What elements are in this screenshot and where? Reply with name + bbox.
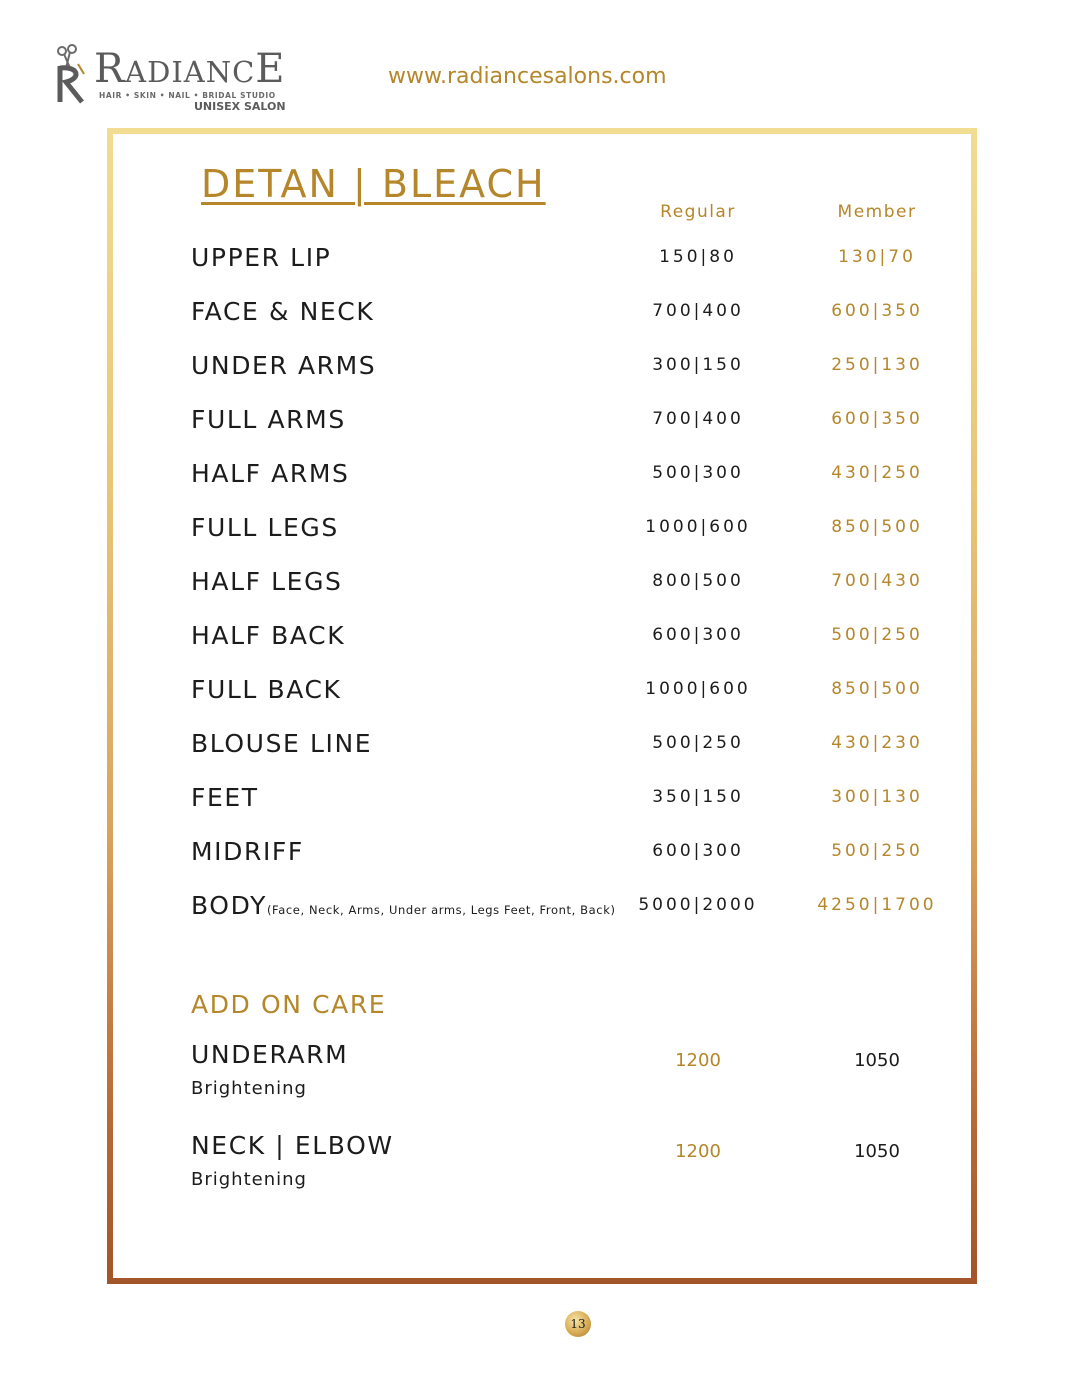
price-regular: 5000|2000	[638, 895, 758, 915]
price-list	[113, 134, 971, 1278]
price-regular: 700|400	[652, 301, 744, 321]
service-row	[113, 729, 971, 769]
price-regular: 300|150	[652, 355, 744, 375]
price-regular: 150|80	[659, 247, 737, 267]
addon-row	[113, 1040, 971, 1110]
scissors-logo-icon	[52, 42, 96, 106]
price-member: 430|230	[831, 733, 923, 753]
price-regular: 500|300	[652, 463, 744, 483]
price-member: 600|350	[831, 301, 923, 321]
price-regular: 600|300	[652, 841, 744, 861]
brand-logo	[52, 42, 302, 117]
service-name: HALF ARMS	[191, 459, 350, 488]
service-row	[113, 675, 971, 715]
service-name: BLOUSE LINE	[191, 729, 373, 758]
service-row	[113, 513, 971, 553]
price-member: 600|350	[831, 409, 923, 429]
addon-price-member: 1050	[854, 1141, 900, 1162]
service-row	[113, 621, 971, 661]
column-header-regular: Regular	[660, 202, 736, 222]
service-name: HALF LEGS	[191, 567, 343, 596]
price-list-frame	[107, 128, 977, 1284]
price-regular: 700|400	[652, 409, 744, 429]
addon-row	[113, 1131, 971, 1201]
service-name: FULL BACK	[191, 675, 342, 704]
service-note: (Face, Neck, Arms, Under arms, Legs Feet, Front, Back)	[266, 903, 616, 917]
price-member: 500|250	[831, 625, 923, 645]
service-name: FACE & NECK	[191, 297, 375, 326]
column-header-member: Member	[837, 202, 917, 222]
addon-price-regular: 1200	[675, 1050, 721, 1071]
service-row	[113, 459, 971, 499]
price-regular: 500|250	[652, 733, 744, 753]
price-regular: 1000|600	[645, 679, 751, 699]
addon-description: Brightening	[191, 1169, 307, 1190]
service-row	[113, 351, 971, 391]
service-row	[113, 891, 971, 931]
service-name: BODY(Face, Neck, Arms, Under arms, Legs Feet, Front, Back)	[191, 891, 616, 920]
price-member: 300|130	[831, 787, 923, 807]
service-name: FULL LEGS	[191, 513, 339, 542]
addon-price-member: 1050	[854, 1050, 900, 1071]
website-link[interactable]: www.radiancesalons.com	[388, 64, 667, 89]
brand-name: RADIANCE	[94, 46, 286, 92]
service-name: FEET	[191, 783, 259, 812]
price-member: 250|130	[831, 355, 923, 375]
service-row	[113, 837, 971, 877]
price-member: 430|250	[831, 463, 923, 483]
price-regular: 350|150	[652, 787, 744, 807]
service-name: UNDER ARMS	[191, 351, 377, 380]
service-name: MIDRIFF	[191, 837, 304, 866]
service-name: UPPER LIP	[191, 243, 332, 272]
price-regular: 1000|600	[645, 517, 751, 537]
service-row	[113, 297, 971, 337]
price-member: 500|250	[831, 841, 923, 861]
price-regular: 600|300	[652, 625, 744, 645]
service-row	[113, 405, 971, 445]
addon-price-regular: 1200	[675, 1141, 721, 1162]
service-name: HALF BACK	[191, 621, 346, 650]
service-row	[113, 567, 971, 607]
price-member: 700|430	[831, 571, 923, 591]
price-member: 850|500	[831, 517, 923, 537]
price-regular: 800|500	[652, 571, 744, 591]
price-member: 850|500	[831, 679, 923, 699]
addon-section-title: ADD ON CARE	[191, 990, 387, 1019]
price-member: 130|70	[838, 247, 916, 267]
brand-tagline: HAIR • SKIN • NAIL • BRIDAL STUDIO	[99, 91, 276, 100]
addon-description: Brightening	[191, 1078, 307, 1099]
section-title: DETAN | BLEACH	[201, 162, 546, 206]
page-number: 13	[565, 1311, 591, 1337]
service-row	[113, 243, 971, 283]
price-member: 4250|1700	[817, 895, 937, 915]
service-row	[113, 783, 971, 823]
addon-name: NECK | ELBOW	[191, 1131, 394, 1160]
brand-subtitle: UNISEX SALON	[194, 100, 286, 113]
addon-name: UNDERARM	[191, 1040, 349, 1069]
service-name: FULL ARMS	[191, 405, 346, 434]
